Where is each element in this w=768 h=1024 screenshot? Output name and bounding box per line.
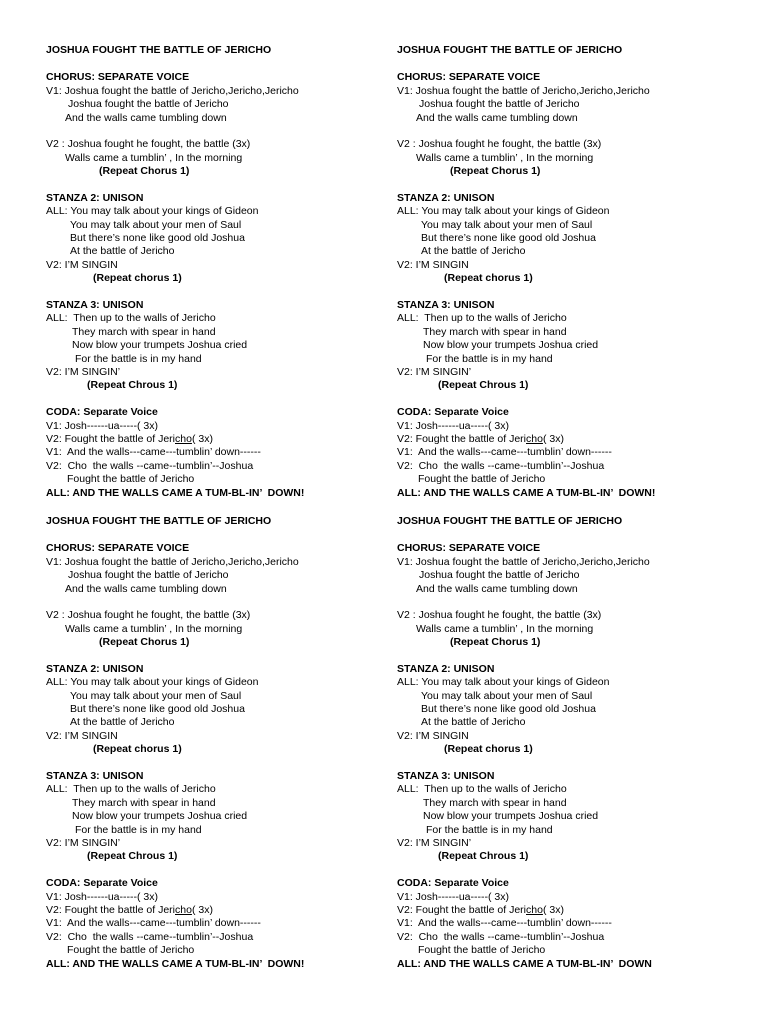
chorus-v1-line2: Joshua fought the battle of Jericho xyxy=(419,569,580,582)
spacer xyxy=(397,393,737,406)
stanza3-line1: ALL: Then up to the walls of Jericho xyxy=(46,312,216,325)
stanza3-line1: ALL: Then up to the walls of Jericho xyxy=(397,783,567,796)
stanza3-line1: ALL: Then up to the walls of Jericho xyxy=(46,783,216,796)
chorus-v1-line2: Joshua fought the battle of Jericho xyxy=(68,569,229,582)
spacer xyxy=(46,179,386,192)
coda-line2-part: V2: Fought the battle of Jeri xyxy=(397,903,526,916)
coda-line2 xyxy=(397,433,737,446)
title: JOSHUA FOUGHT THE BATTLE OF JERICHO xyxy=(46,515,272,527)
coda-underlined-text: cho xyxy=(175,432,192,445)
chorus-v1-line1: V1: Joshua fought the battle of Jericho,Jericho,Jericho xyxy=(397,84,650,97)
spacer xyxy=(46,393,386,406)
stanza3-line2: They march with spear in hand xyxy=(72,325,216,338)
chorus-v1-line3: And the walls came tumbling down xyxy=(65,582,227,595)
stanza2-line5: V2: I’M SINGIN xyxy=(397,258,469,271)
coda-underlined-text: cho xyxy=(526,432,543,445)
chorus-repeat: (Repeat Chorus 1) xyxy=(450,636,541,649)
coda-heading: CODA: Separate Voice xyxy=(397,877,509,890)
coda-line5: Fought the battle of Jericho xyxy=(418,473,546,486)
stanza2-line1: ALL: You may talk about your kings of Gideon xyxy=(46,205,259,218)
chorus-v2-line2: Walls came a tumblin’ , In the morning xyxy=(65,622,243,635)
stanza3-line3: Now blow your trumpets Joshua cried xyxy=(423,339,599,352)
chorus-v2-line1: V2 : Joshua fought he fought, the battle (3x) xyxy=(46,138,251,151)
stanza2-line3: But there’s none like good old Joshua xyxy=(421,703,596,716)
spacer xyxy=(46,757,386,770)
title: JOSHUA FOUGHT THE BATTLE OF JERICHO xyxy=(46,44,272,56)
stanza2-line4: At the battle of Jericho xyxy=(421,245,526,258)
chorus-v2-line2: Walls came a tumblin’ , In the morning xyxy=(416,151,594,164)
coda-final: ALL: AND THE WALLS CAME A TUM-BL-IN’ DOWN! xyxy=(46,957,305,970)
coda-underlined-text: cho xyxy=(175,903,192,916)
stanza3-heading: STANZA 3: UNISON xyxy=(397,770,495,783)
stanza3-line5: V2: I’M SINGIN’ xyxy=(397,836,472,849)
chorus-repeat: (Repeat Chorus 1) xyxy=(99,165,190,178)
title: JOSHUA FOUGHT THE BATTLE OF JERICHO xyxy=(397,44,623,56)
spacer xyxy=(46,864,386,877)
chorus-v1-line3: And the walls came tumbling down xyxy=(416,582,578,595)
spacer xyxy=(46,286,386,299)
spacer xyxy=(397,596,737,609)
coda-line1: V1: Josh------ua-----( 3x) xyxy=(397,890,509,903)
spacer xyxy=(46,596,386,609)
coda-line2-part: ( 3x) xyxy=(191,432,213,445)
coda-line3: V1: And the walls---came---tumblin’ down------ xyxy=(46,917,261,930)
coda-line5: Fought the battle of Jericho xyxy=(418,944,546,957)
stanza2-repeat: (Repeat chorus 1) xyxy=(93,272,182,285)
stanza2-heading: STANZA 2: UNISON xyxy=(397,191,495,204)
stanza3-heading: STANZA 3: UNISON xyxy=(397,299,495,312)
chorus-v1-line1: V1: Joshua fought the battle of Jericho,Jericho,Jericho xyxy=(397,555,650,568)
stanza2-line1: ALL: You may talk about your kings of Gideon xyxy=(397,205,610,218)
spacer xyxy=(397,864,737,877)
stanza3-line2: They march with spear in hand xyxy=(423,325,567,338)
coda-heading: CODA: Separate Voice xyxy=(397,406,509,419)
stanza3-line4: For the battle is in my hand xyxy=(426,823,553,836)
chorus-heading: CHORUS: SEPARATE VOICE xyxy=(46,542,190,555)
stanza3-repeat: (Repeat Chrous 1) xyxy=(87,379,178,392)
spacer xyxy=(46,650,386,663)
lyrics-sheet xyxy=(397,44,737,500)
chorus-v1-line3: And the walls came tumbling down xyxy=(65,111,227,124)
stanza2-line2: You may talk about your men of Saul xyxy=(421,218,593,231)
coda-line2-part: ( 3x) xyxy=(542,903,564,916)
coda-final: ALL: AND THE WALLS CAME A TUM-BL-IN’ DOWN! xyxy=(46,486,305,499)
coda-line2-part: ( 3x) xyxy=(542,432,564,445)
spacer xyxy=(397,286,737,299)
coda-line5: Fought the battle of Jericho xyxy=(67,473,195,486)
stanza3-line5: V2: I’M SINGIN’ xyxy=(397,365,472,378)
stanza3-line1: ALL: Then up to the walls of Jericho xyxy=(397,312,567,325)
stanza2-line1: ALL: You may talk about your kings of Gideon xyxy=(46,676,259,689)
coda-heading: CODA: Separate Voice xyxy=(46,877,158,890)
chorus-v1-line3: And the walls came tumbling down xyxy=(416,111,578,124)
coda-line2-part: ( 3x) xyxy=(191,903,213,916)
stanza2-line4: At the battle of Jericho xyxy=(70,245,175,258)
stanza3-line4: For the battle is in my hand xyxy=(75,352,202,365)
chorus-v1-line1: V1: Joshua fought the battle of Jericho,Jericho,Jericho xyxy=(46,84,299,97)
coda-final: ALL: AND THE WALLS CAME A TUM-BL-IN’ DOWN! xyxy=(397,486,656,499)
stanza2-line3: But there’s none like good old Joshua xyxy=(421,232,596,245)
stanza3-repeat: (Repeat Chrous 1) xyxy=(438,850,529,863)
lyrics-sheet xyxy=(46,515,386,971)
stanza3-line3: Now blow your trumpets Joshua cried xyxy=(72,810,248,823)
stanza2-line2: You may talk about your men of Saul xyxy=(70,689,242,702)
stanza2-line1: ALL: You may talk about your kings of Gideon xyxy=(397,676,610,689)
coda-line2 xyxy=(46,433,386,446)
stanza2-repeat: (Repeat chorus 1) xyxy=(444,743,533,756)
coda-line2-part: V2: Fought the battle of Jeri xyxy=(46,432,175,445)
stanza2-line4: At the battle of Jericho xyxy=(70,716,175,729)
chorus-v1-line1: V1: Joshua fought the battle of Jericho,Jericho,Jericho xyxy=(46,555,299,568)
coda-line3: V1: And the walls---came---tumblin’ down------ xyxy=(397,446,612,459)
stanza3-line2: They march with spear in hand xyxy=(72,796,216,809)
stanza3-line3: Now blow your trumpets Joshua cried xyxy=(423,810,599,823)
spacer xyxy=(397,757,737,770)
chorus-v2-line1: V2 : Joshua fought he fought, the battle (3x) xyxy=(46,609,251,622)
stanza3-line5: V2: I’M SINGIN’ xyxy=(46,365,121,378)
stanza3-line2: They march with spear in hand xyxy=(423,796,567,809)
stanza2-line2: You may talk about your men of Saul xyxy=(70,218,242,231)
chorus-v1-line2: Joshua fought the battle of Jericho xyxy=(68,98,229,111)
stanza3-heading: STANZA 3: UNISON xyxy=(46,299,144,312)
stanza3-repeat: (Repeat Chrous 1) xyxy=(87,850,178,863)
stanza2-line5: V2: I’M SINGIN xyxy=(397,729,469,742)
stanza3-line3: Now blow your trumpets Joshua cried xyxy=(72,339,248,352)
stanza3-heading: STANZA 3: UNISON xyxy=(46,770,144,783)
coda-line3: V1: And the walls---came---tumblin’ down------ xyxy=(397,917,612,930)
stanza2-line5: V2: I’M SINGIN xyxy=(46,258,118,271)
stanza2-line5: V2: I’M SINGIN xyxy=(46,729,118,742)
coda-line4: V2: Cho the walls --came--tumblin’--Joshua xyxy=(397,459,605,472)
stanza3-line5: V2: I’M SINGIN’ xyxy=(46,836,121,849)
coda-line5: Fought the battle of Jericho xyxy=(67,944,195,957)
coda-line2 xyxy=(46,904,386,917)
lyrics-sheet xyxy=(397,515,737,971)
title: JOSHUA FOUGHT THE BATTLE OF JERICHO xyxy=(397,515,623,527)
stanza2-heading: STANZA 2: UNISON xyxy=(397,662,495,675)
chorus-v2-line2: Walls came a tumblin’ , In the morning xyxy=(65,151,243,164)
coda-line4: V2: Cho the walls --came--tumblin’--Joshua xyxy=(46,930,254,943)
stanza3-line4: For the battle is in my hand xyxy=(75,823,202,836)
stanza2-heading: STANZA 2: UNISON xyxy=(46,191,144,204)
coda-line1: V1: Josh------ua-----( 3x) xyxy=(397,419,509,432)
coda-heading: CODA: Separate Voice xyxy=(46,406,158,419)
spacer xyxy=(397,125,737,138)
stanza2-repeat: (Repeat chorus 1) xyxy=(444,272,533,285)
coda-line4: V2: Cho the walls --came--tumblin’--Joshua xyxy=(46,459,254,472)
coda-line4: V2: Cho the walls --came--tumblin’--Joshua xyxy=(397,930,605,943)
stanza3-line4: For the battle is in my hand xyxy=(426,352,553,365)
coda-line2-part: V2: Fought the battle of Jeri xyxy=(46,903,175,916)
coda-line2-part: V2: Fought the battle of Jeri xyxy=(397,432,526,445)
chorus-v2-line1: V2 : Joshua fought he fought, the battle (3x) xyxy=(397,138,602,151)
chorus-v1-line2: Joshua fought the battle of Jericho xyxy=(419,98,580,111)
stanza3-repeat: (Repeat Chrous 1) xyxy=(438,379,529,392)
chorus-heading: CHORUS: SEPARATE VOICE xyxy=(397,542,541,555)
stanza2-heading: STANZA 2: UNISON xyxy=(46,662,144,675)
stanza2-line4: At the battle of Jericho xyxy=(421,716,526,729)
spacer xyxy=(397,650,737,663)
coda-line3: V1: And the walls---came---tumblin’ down------ xyxy=(46,446,261,459)
spacer xyxy=(397,179,737,192)
coda-line1: V1: Josh------ua-----( 3x) xyxy=(46,419,158,432)
spacer xyxy=(46,125,386,138)
coda-final: ALL: AND THE WALLS CAME A TUM-BL-IN’ DOWN xyxy=(397,957,652,970)
chorus-heading: CHORUS: SEPARATE VOICE xyxy=(397,71,541,84)
lyrics-sheet xyxy=(46,44,386,500)
stanza2-line2: You may talk about your men of Saul xyxy=(421,689,593,702)
stanza2-line3: But there’s none like good old Joshua xyxy=(70,703,245,716)
chorus-repeat: (Repeat Chorus 1) xyxy=(450,165,541,178)
chorus-repeat: (Repeat Chorus 1) xyxy=(99,636,190,649)
coda-underlined-text: cho xyxy=(526,903,543,916)
stanza2-repeat: (Repeat chorus 1) xyxy=(93,743,182,756)
chorus-v2-line1: V2 : Joshua fought he fought, the battle (3x) xyxy=(397,609,602,622)
stanza2-line3: But there’s none like good old Joshua xyxy=(70,232,245,245)
chorus-heading: CHORUS: SEPARATE VOICE xyxy=(46,71,190,84)
chorus-v2-line2: Walls came a tumblin’ , In the morning xyxy=(416,622,594,635)
coda-line2 xyxy=(397,904,737,917)
coda-line1: V1: Josh------ua-----( 3x) xyxy=(46,890,158,903)
